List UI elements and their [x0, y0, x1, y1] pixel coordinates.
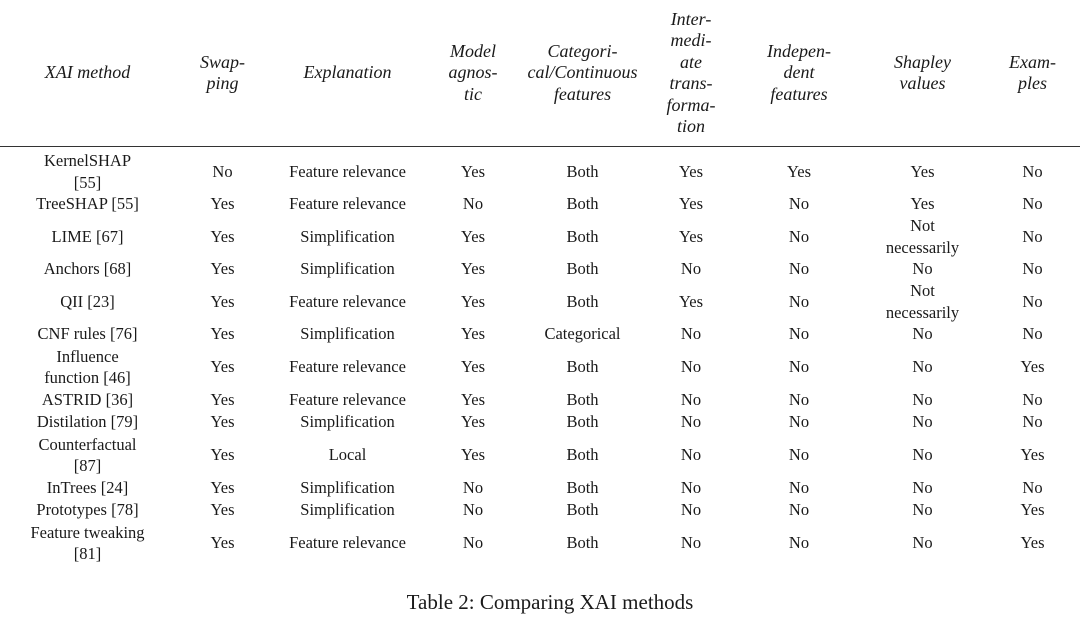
table-cell	[175, 521, 270, 565]
header-cell	[425, 0, 521, 147]
cell-text: No	[788, 445, 810, 465]
cell-text: No	[912, 412, 933, 432]
table-cell	[270, 477, 425, 499]
cell-text: Yes	[210, 291, 235, 311]
cell-text: Both	[566, 161, 599, 181]
cell-text: No	[680, 324, 702, 344]
table-cell	[270, 389, 425, 411]
header-text: Swap- ping	[200, 51, 245, 93]
table-row	[0, 433, 1080, 477]
table-row	[0, 477, 1080, 499]
method-cell	[0, 323, 175, 345]
table-cell	[985, 147, 1080, 194]
cell-text: No	[1022, 291, 1043, 311]
table-row	[0, 280, 1080, 323]
table-cell	[738, 521, 860, 565]
table-cell	[644, 477, 738, 499]
table-cell	[860, 411, 985, 433]
cell-text: Yes	[1020, 533, 1045, 553]
table-cell	[270, 345, 425, 389]
cell-text: Yes	[210, 194, 235, 214]
cell-text: Feature tweaking [81]	[30, 522, 145, 563]
cell-text: No	[912, 500, 933, 520]
cell-text: KernelSHAP [55]	[43, 151, 132, 192]
cell-text: No	[788, 500, 810, 520]
method-cell	[0, 193, 175, 215]
table-cell	[270, 193, 425, 215]
cell-text: Yes	[460, 226, 485, 246]
cell-text: Yes	[210, 412, 235, 432]
table-cell	[860, 147, 985, 194]
table-cell	[425, 323, 521, 345]
cell-text: Yes	[678, 161, 703, 181]
table-cell	[644, 345, 738, 389]
header-text: Categori- cal/Continuous features	[527, 40, 638, 104]
cell-text: No	[788, 412, 810, 432]
table-cell	[738, 477, 860, 499]
table-cell	[425, 477, 521, 499]
cell-text: No	[1022, 412, 1043, 432]
table-cell	[644, 193, 738, 215]
method-cell	[0, 433, 175, 477]
cell-text: Yes	[910, 161, 935, 181]
cell-text: Counterfactual [87]	[38, 434, 137, 475]
cell-text: Both	[566, 500, 599, 520]
table-cell	[270, 433, 425, 477]
header-cell	[644, 0, 738, 147]
table-row	[0, 345, 1080, 389]
table-cell	[521, 433, 644, 477]
cell-text: Yes	[678, 291, 703, 311]
method-cell	[0, 499, 175, 521]
cell-text: QII [23]	[60, 291, 115, 311]
cell-text: Feature relevance	[289, 194, 406, 214]
cell-text: Feature relevance	[289, 291, 406, 311]
cell-text: No	[680, 500, 702, 520]
table-cell	[175, 499, 270, 521]
cell-text: No	[680, 412, 702, 432]
table-cell	[175, 258, 270, 280]
table-cell	[860, 215, 985, 258]
cell-text: Yes	[678, 226, 703, 246]
table-cell	[425, 215, 521, 258]
cell-text: No	[912, 259, 933, 279]
header-row	[0, 0, 1080, 147]
cell-text: Yes	[910, 194, 935, 214]
table-cell	[175, 215, 270, 258]
cell-text: Feature relevance	[289, 390, 406, 410]
table-cell	[175, 411, 270, 433]
table-row	[0, 193, 1080, 215]
method-cell	[0, 521, 175, 565]
cell-text: Anchors [68]	[43, 259, 132, 279]
table-cell	[738, 499, 860, 521]
cell-text: No	[912, 445, 933, 465]
method-cell	[0, 258, 175, 280]
cell-text: No	[462, 500, 484, 520]
table-row	[0, 147, 1080, 194]
table-cell	[521, 521, 644, 565]
header-text: XAI method	[44, 62, 131, 83]
table-cell	[521, 193, 644, 215]
table-cell	[521, 280, 644, 323]
cell-text: Yes	[460, 412, 485, 432]
cell-text: Influence function [46]	[44, 346, 131, 387]
table-cell	[270, 280, 425, 323]
table-cell	[860, 477, 985, 499]
cell-text: Yes	[1020, 500, 1045, 520]
table-row	[0, 389, 1080, 411]
cell-text: No	[1022, 161, 1043, 181]
header-cell	[521, 0, 644, 147]
cell-text: No	[788, 533, 810, 553]
table-cell	[175, 345, 270, 389]
cell-text: InTrees [24]	[46, 478, 129, 498]
table-cell	[985, 433, 1080, 477]
cell-text: No	[1022, 226, 1043, 246]
table-cell	[175, 147, 270, 194]
cell-text: No	[680, 390, 702, 410]
table-cell	[425, 193, 521, 215]
cell-text: Simplification	[300, 226, 395, 246]
table-cell	[860, 433, 985, 477]
header-text: Shapley values	[894, 51, 951, 93]
cell-text: No	[680, 357, 702, 377]
table-cell	[738, 433, 860, 477]
table-cell	[738, 345, 860, 389]
table-cell	[860, 280, 985, 323]
cell-text: Simplification	[300, 324, 395, 344]
table-cell	[425, 521, 521, 565]
table-cell	[521, 323, 644, 345]
table-cell	[425, 499, 521, 521]
header-text: Model agnos- tic	[448, 40, 498, 104]
cell-text: Yes	[210, 226, 235, 246]
cell-text: Yes	[678, 194, 703, 214]
method-cell	[0, 389, 175, 411]
cell-text: No	[788, 390, 810, 410]
cell-text: No	[1022, 478, 1043, 498]
header-text: Exam- ples	[1009, 51, 1056, 93]
table-cell	[270, 258, 425, 280]
table-cell	[521, 411, 644, 433]
cell-text: Local	[328, 445, 367, 465]
table-cell	[644, 499, 738, 521]
cell-text: Distilation [79]	[36, 412, 139, 432]
table-cell	[175, 323, 270, 345]
table-cell	[644, 411, 738, 433]
table-cell	[644, 433, 738, 477]
cell-text: No	[462, 533, 484, 553]
cell-text: No	[788, 194, 810, 214]
table-cell	[175, 389, 270, 411]
table-cell	[521, 499, 644, 521]
cell-text: Yes	[210, 500, 235, 520]
cell-text: Yes	[210, 533, 235, 553]
table-cell	[270, 147, 425, 194]
cell-text: No	[912, 533, 933, 553]
cell-text: No	[680, 478, 702, 498]
table-row	[0, 323, 1080, 345]
cell-text: Both	[566, 533, 599, 553]
table-cell	[425, 433, 521, 477]
cell-text: Yes	[460, 357, 485, 377]
cell-text: Both	[566, 357, 599, 377]
table-cell	[985, 323, 1080, 345]
table-row	[0, 215, 1080, 258]
table-cell	[644, 258, 738, 280]
table-row	[0, 258, 1080, 280]
method-cell	[0, 280, 175, 323]
table-cell	[738, 389, 860, 411]
cell-text: No	[912, 390, 933, 410]
cell-text: Simplification	[300, 412, 395, 432]
table-cell	[738, 258, 860, 280]
header-cell	[270, 0, 425, 147]
table-cell	[738, 411, 860, 433]
cell-text: No	[212, 161, 233, 181]
table-cell	[985, 280, 1080, 323]
table-cell	[270, 499, 425, 521]
table-cell	[860, 323, 985, 345]
table-cell	[644, 215, 738, 258]
table-cell	[985, 193, 1080, 215]
table-cell	[985, 258, 1080, 280]
table-cell	[521, 215, 644, 258]
cell-text: Yes	[210, 259, 235, 279]
table-cell	[985, 499, 1080, 521]
cell-text: No	[788, 357, 810, 377]
table-cell	[860, 193, 985, 215]
table-row	[0, 521, 1080, 565]
cell-text: Yes	[210, 478, 235, 498]
table-cell	[425, 389, 521, 411]
cell-text: Both	[566, 478, 599, 498]
cell-text: No	[788, 324, 810, 344]
table-cell	[644, 323, 738, 345]
cell-text: Yes	[210, 445, 235, 465]
table-cell	[860, 499, 985, 521]
cell-text: No	[680, 445, 702, 465]
table-cell	[644, 389, 738, 411]
method-cell	[0, 345, 175, 389]
cell-text: No	[1022, 194, 1043, 214]
cell-text: No	[462, 478, 484, 498]
header-text: Inter- medi- ate trans- forma- tion	[666, 8, 716, 136]
table-cell	[985, 477, 1080, 499]
cell-text: Yes	[786, 161, 811, 181]
header-text: Explanation	[303, 62, 392, 83]
table-cell	[175, 477, 270, 499]
table-cell	[270, 323, 425, 345]
table-cell	[425, 147, 521, 194]
cell-text: No	[788, 291, 810, 311]
cell-text: No	[680, 259, 702, 279]
cell-text: Feature relevance	[289, 357, 406, 377]
cell-text: CNF rules [76]	[37, 324, 138, 344]
table-cell	[425, 258, 521, 280]
header-cell	[738, 0, 860, 147]
table-cell	[860, 258, 985, 280]
cell-text: TreeSHAP [55]	[36, 194, 139, 214]
cell-text: Both	[566, 259, 599, 279]
cell-text: No	[912, 357, 933, 377]
table-cell	[521, 258, 644, 280]
cell-text: Yes	[210, 390, 235, 410]
header-cell	[985, 0, 1080, 147]
table-cell	[425, 280, 521, 323]
header-text: Indepen- dent features	[767, 40, 831, 104]
cell-text: Feature relevance	[289, 161, 406, 181]
table-cell	[270, 411, 425, 433]
cell-text: No	[1022, 390, 1043, 410]
table-cell	[521, 389, 644, 411]
table-cell	[985, 521, 1080, 565]
table-cell	[738, 193, 860, 215]
cell-text: No	[462, 194, 484, 214]
table-cell	[644, 280, 738, 323]
table-cell	[985, 411, 1080, 433]
cell-text: LIME [67]	[51, 226, 124, 246]
cell-text: Not necessarily	[885, 281, 960, 322]
cell-text: Both	[566, 194, 599, 214]
table-cell	[860, 389, 985, 411]
table-cell	[985, 345, 1080, 389]
cell-text: No	[912, 478, 933, 498]
table-cell	[985, 215, 1080, 258]
cell-text: ASTRID [36]	[41, 390, 134, 410]
cell-text: Yes	[210, 324, 235, 344]
cell-text: Yes	[460, 445, 485, 465]
table-cell	[270, 215, 425, 258]
table-cell	[425, 345, 521, 389]
cell-text: No	[788, 226, 810, 246]
table-cell	[175, 280, 270, 323]
table-cell	[521, 345, 644, 389]
cell-text: Both	[566, 291, 599, 311]
cell-text: Yes	[210, 357, 235, 377]
cell-text: No	[1022, 259, 1043, 279]
cell-text: Both	[566, 412, 599, 432]
cell-text: Yes	[1020, 445, 1045, 465]
cell-text: Yes	[460, 291, 485, 311]
method-cell	[0, 477, 175, 499]
cell-text: Yes	[1020, 357, 1045, 377]
table-cell	[644, 521, 738, 565]
cell-text: Categorical	[544, 324, 621, 344]
cell-text: Feature relevance	[289, 533, 406, 553]
table-cell	[521, 477, 644, 499]
table-row	[0, 499, 1080, 521]
cell-text: Both	[566, 390, 599, 410]
method-cell	[0, 147, 175, 194]
cell-text: Yes	[460, 390, 485, 410]
cell-text: No	[1022, 324, 1043, 344]
table-cell	[860, 345, 985, 389]
table-cell	[270, 521, 425, 565]
table-cell	[521, 147, 644, 194]
method-cell	[0, 411, 175, 433]
cell-text: No	[912, 324, 933, 344]
table-cell	[738, 215, 860, 258]
method-cell	[0, 215, 175, 258]
table-cell	[738, 147, 860, 194]
cell-text: Simplification	[300, 259, 395, 279]
table-cell	[738, 280, 860, 323]
cell-text: Prototypes [78]	[36, 500, 139, 520]
header-cell	[0, 0, 175, 147]
cell-text: Yes	[460, 161, 485, 181]
table-cell	[425, 411, 521, 433]
table-caption: Table 2: Comparing XAI methods	[406, 590, 694, 614]
cell-text: Both	[566, 226, 599, 246]
table-cell	[175, 193, 270, 215]
cell-text: No	[680, 533, 702, 553]
header-cell	[175, 0, 270, 147]
cell-text: Simplification	[300, 478, 395, 498]
cell-text: Not necessarily	[885, 216, 960, 257]
table-row	[0, 411, 1080, 433]
cell-text: Both	[566, 445, 599, 465]
table-cell	[738, 323, 860, 345]
table-cell	[860, 521, 985, 565]
cell-text: No	[788, 478, 810, 498]
cell-text: Simplification	[300, 500, 395, 520]
cell-text: No	[788, 259, 810, 279]
cell-text: Yes	[460, 324, 485, 344]
table-cell	[985, 389, 1080, 411]
cell-text: Yes	[460, 259, 485, 279]
table-cell	[175, 433, 270, 477]
header-cell	[860, 0, 985, 147]
table-cell	[644, 147, 738, 194]
